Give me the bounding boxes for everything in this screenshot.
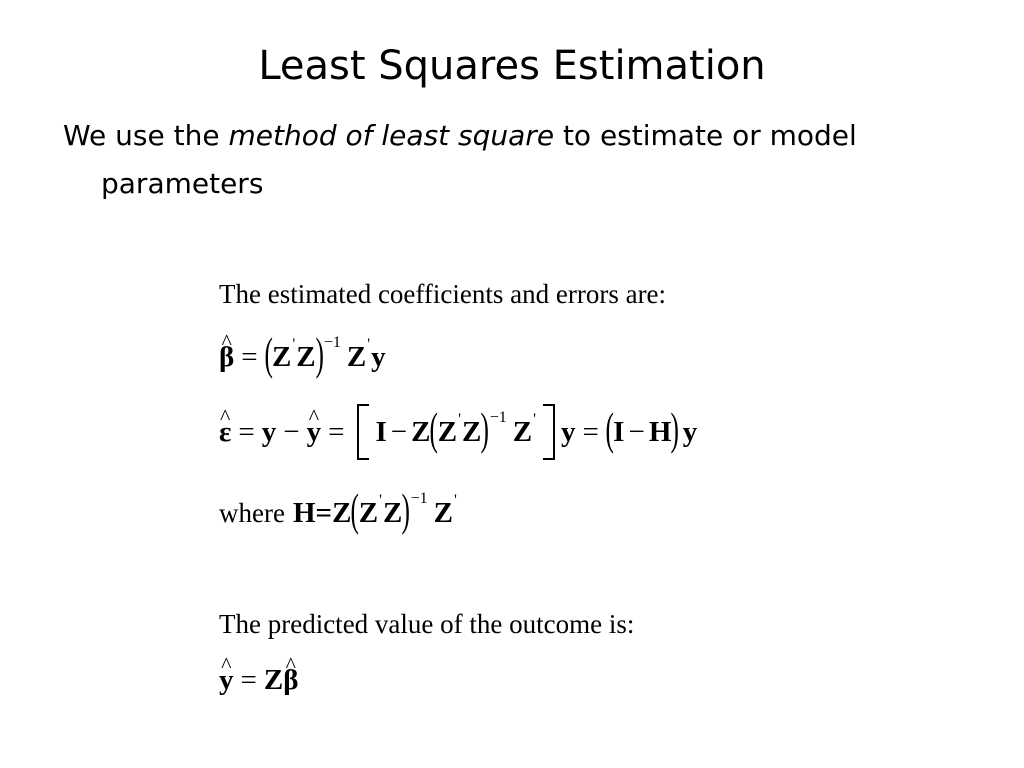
bullet-suffix: to estimate or model parameters bbox=[101, 119, 857, 200]
bullet-prefix: We use the bbox=[63, 119, 229, 152]
residual-equation: ε ^ = y − y ^ = I − Z ( Z ' Z ) −1 Z ' y = ( I − H ) y bbox=[219, 404, 697, 460]
coefficients-intro: The estimated coefficients and errors are: bbox=[219, 279, 667, 309]
bullet-emphasis: method of least square bbox=[228, 119, 555, 152]
slide-title: Least Squares Estimation bbox=[258, 43, 766, 89]
prediction-intro: The predicted value of the outcome is: bbox=[219, 609, 635, 639]
hat-matrix-definition: where H = Z ( Z ' Z ) −1 Z ' bbox=[219, 484, 457, 535]
beta-hat-equation: β ^ = ( Z ' Z ) −1 Z ' y bbox=[219, 334, 386, 380]
where-label: where bbox=[219, 497, 285, 528]
bullet-text bbox=[63, 112, 961, 208]
prediction-equation: y ^ = Z β ^ bbox=[219, 664, 298, 697]
